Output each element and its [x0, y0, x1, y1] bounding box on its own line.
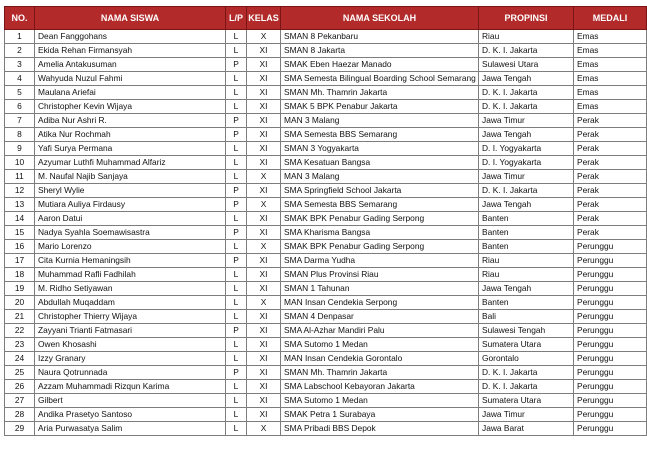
cell-lp: L: [226, 422, 247, 436]
cell-propinsi: Jawa Timur: [479, 170, 574, 184]
cell-propinsi: Jawa Barat: [479, 422, 574, 436]
cell-nama-siswa: Azyumar Luthfi Muhammad Alfariz: [35, 156, 226, 170]
table-row: [5, 282, 647, 296]
winners-table: [4, 6, 647, 436]
cell-medali: Perunggu: [574, 240, 647, 254]
cell-no: 19: [5, 282, 35, 296]
cell-medali: Perunggu: [574, 422, 647, 436]
cell-nama-siswa: Dean Fanggohans: [35, 30, 226, 44]
cell-kelas: XI: [247, 44, 281, 58]
cell-nama-siswa: Yafi Surya Permana: [35, 142, 226, 156]
table-row: [5, 296, 647, 310]
cell-kelas: X: [247, 170, 281, 184]
cell-nama-siswa: Christopher Kevin Wijaya: [35, 100, 226, 114]
cell-nama-sekolah: SMAK BPK Penabur Gading Serpong: [281, 212, 479, 226]
cell-nama-sekolah: SMAK BPK Penabur Gading Serpong: [281, 240, 479, 254]
table-row: [5, 86, 647, 100]
cell-lp: P: [226, 198, 247, 212]
cell-medali: Perak: [574, 142, 647, 156]
cell-lp: L: [226, 100, 247, 114]
cell-medali: Perunggu: [574, 394, 647, 408]
cell-nama-sekolah: SMAN Plus Provinsi Riau: [281, 268, 479, 282]
cell-lp: L: [226, 380, 247, 394]
cell-nama-sekolah: SMAK 5 BPK Penabur Jakarta: [281, 100, 479, 114]
cell-lp: L: [226, 268, 247, 282]
cell-nama-sekolah: SMA Kharisma Bangsa: [281, 226, 479, 240]
cell-kelas: XI: [247, 338, 281, 352]
cell-nama-siswa: Maulana Ariefai: [35, 86, 226, 100]
cell-medali: Perak: [574, 226, 647, 240]
table-row: [5, 44, 647, 58]
cell-no: 2: [5, 44, 35, 58]
cell-medali: Perak: [574, 198, 647, 212]
cell-kelas: X: [247, 30, 281, 44]
cell-no: 13: [5, 198, 35, 212]
cell-propinsi: Jawa Timur: [479, 114, 574, 128]
cell-lp: L: [226, 296, 247, 310]
cell-medali: Perunggu: [574, 254, 647, 268]
cell-nama-sekolah: SMA Semesta BBS Semarang: [281, 128, 479, 142]
cell-nama-siswa: Zayyani Trianti Fatmasari: [35, 324, 226, 338]
table-row: [5, 128, 647, 142]
table-row: [5, 380, 647, 394]
cell-nama-siswa: Adiba Nur Ashri R.: [35, 114, 226, 128]
cell-no: 6: [5, 100, 35, 114]
cell-propinsi: D. K. I. Jakarta: [479, 44, 574, 58]
cell-lp: L: [226, 170, 247, 184]
cell-kelas: XI: [247, 352, 281, 366]
table-row: [5, 100, 647, 114]
cell-lp: P: [226, 226, 247, 240]
cell-medali: Perunggu: [574, 296, 647, 310]
cell-nama-siswa: M. Naufal Najib Sanjaya: [35, 170, 226, 184]
cell-no: 17: [5, 254, 35, 268]
cell-propinsi: Gorontalo: [479, 352, 574, 366]
cell-no: 7: [5, 114, 35, 128]
cell-lp: P: [226, 128, 247, 142]
cell-medali: Perunggu: [574, 408, 647, 422]
cell-no: 4: [5, 72, 35, 86]
cell-nama-sekolah: SMA Sutomo 1 Medan: [281, 338, 479, 352]
cell-nama-siswa: Wahyuda Nuzul Fahmi: [35, 72, 226, 86]
cell-lp: L: [226, 240, 247, 254]
table-body: [5, 30, 647, 436]
table-row: [5, 72, 647, 86]
header-nama-sekolah: NAMA SEKOLAH: [281, 7, 479, 30]
cell-kelas: XI: [247, 380, 281, 394]
header-nama-siswa: NAMA SISWA: [35, 7, 226, 30]
cell-nama-sekolah: MAN Insan Cendekia Gorontalo: [281, 352, 479, 366]
cell-medali: Perunggu: [574, 366, 647, 380]
cell-nama-sekolah: SMA Pribadi BBS Depok: [281, 422, 479, 436]
cell-lp: P: [226, 184, 247, 198]
cell-no: 20: [5, 296, 35, 310]
cell-nama-sekolah: SMAN 8 Jakarta: [281, 44, 479, 58]
cell-medali: Perunggu: [574, 380, 647, 394]
cell-propinsi: Banten: [479, 240, 574, 254]
table-header: [5, 7, 647, 30]
cell-kelas: XI: [247, 254, 281, 268]
cell-no: 5: [5, 86, 35, 100]
cell-propinsi: Jawa Tengah: [479, 282, 574, 296]
cell-no: 24: [5, 352, 35, 366]
cell-kelas: XI: [247, 156, 281, 170]
cell-kelas: X: [247, 198, 281, 212]
cell-nama-siswa: Nadya Syahla Soemawisastra: [35, 226, 226, 240]
cell-no: 1: [5, 30, 35, 44]
cell-nama-sekolah: MAN Insan Cendekia Serpong: [281, 296, 479, 310]
cell-medali: Perak: [574, 114, 647, 128]
cell-nama-siswa: Naura Qotrunnada: [35, 366, 226, 380]
cell-no: 3: [5, 58, 35, 72]
cell-medali: Perunggu: [574, 282, 647, 296]
cell-no: 28: [5, 408, 35, 422]
cell-nama-siswa: Christopher Thierry Wijaya: [35, 310, 226, 324]
cell-kelas: XI: [247, 226, 281, 240]
cell-kelas: XI: [247, 394, 281, 408]
cell-kelas: XI: [247, 142, 281, 156]
table-row: [5, 226, 647, 240]
cell-no: 18: [5, 268, 35, 282]
cell-nama-siswa: Aaron Datui: [35, 212, 226, 226]
cell-no: 16: [5, 240, 35, 254]
table-row: [5, 254, 647, 268]
cell-lp: P: [226, 254, 247, 268]
cell-propinsi: Riau: [479, 268, 574, 282]
cell-nama-sekolah: SMAN 8 Pekanbaru: [281, 30, 479, 44]
cell-medali: Perunggu: [574, 268, 647, 282]
cell-no: 27: [5, 394, 35, 408]
cell-propinsi: Banten: [479, 212, 574, 226]
cell-lp: P: [226, 58, 247, 72]
cell-propinsi: Bali: [479, 310, 574, 324]
cell-medali: Emas: [574, 58, 647, 72]
cell-no: 12: [5, 184, 35, 198]
cell-propinsi: D. K. I. Jakarta: [479, 100, 574, 114]
cell-propinsi: Sulawesi Utara: [479, 58, 574, 72]
cell-nama-sekolah: MAN 3 Malang: [281, 114, 479, 128]
cell-medali: Emas: [574, 100, 647, 114]
cell-propinsi: D. K. I. Jakarta: [479, 366, 574, 380]
cell-lp: L: [226, 86, 247, 100]
cell-kelas: XI: [247, 86, 281, 100]
cell-propinsi: Jawa Timur: [479, 408, 574, 422]
cell-nama-siswa: Atika Nur Rochmah: [35, 128, 226, 142]
cell-nama-siswa: Azzam Muhammadi Rizqun Karima: [35, 380, 226, 394]
cell-propinsi: D. K. I. Jakarta: [479, 184, 574, 198]
cell-propinsi: Sumatera Utara: [479, 338, 574, 352]
table-row: [5, 184, 647, 198]
cell-medali: Perak: [574, 128, 647, 142]
cell-no: 22: [5, 324, 35, 338]
cell-kelas: XI: [247, 324, 281, 338]
table-row: [5, 408, 647, 422]
cell-nama-siswa: Sheryl Wylie: [35, 184, 226, 198]
cell-nama-sekolah: SMAN 4 Denpasar: [281, 310, 479, 324]
cell-nama-sekolah: SMA Al-Azhar Mandiri Palu: [281, 324, 479, 338]
cell-no: 29: [5, 422, 35, 436]
cell-kelas: XI: [247, 366, 281, 380]
cell-nama-siswa: Amelia Antakusuman: [35, 58, 226, 72]
cell-no: 25: [5, 366, 35, 380]
cell-lp: L: [226, 156, 247, 170]
cell-kelas: XI: [247, 128, 281, 142]
header-no: NO.: [5, 7, 35, 30]
cell-medali: Emas: [574, 72, 647, 86]
cell-propinsi: Riau: [479, 30, 574, 44]
table-row: [5, 394, 647, 408]
cell-kelas: X: [247, 296, 281, 310]
cell-lp: L: [226, 30, 247, 44]
cell-lp: L: [226, 72, 247, 86]
cell-no: 15: [5, 226, 35, 240]
cell-lp: P: [226, 324, 247, 338]
cell-kelas: XI: [247, 114, 281, 128]
cell-nama-sekolah: SMA Kesatuan Bangsa: [281, 156, 479, 170]
table-row: [5, 324, 647, 338]
cell-kelas: X: [247, 240, 281, 254]
cell-medali: Perunggu: [574, 338, 647, 352]
cell-propinsi: Jawa Tengah: [479, 128, 574, 142]
cell-nama-sekolah: SMAK Eben Haezar Manado: [281, 58, 479, 72]
cell-lp: L: [226, 44, 247, 58]
cell-nama-siswa: Owen Khosashi: [35, 338, 226, 352]
header-row: [5, 7, 647, 30]
cell-propinsi: Jawa Tengah: [479, 198, 574, 212]
cell-propinsi: Jawa Tengah: [479, 72, 574, 86]
table-row: [5, 142, 647, 156]
cell-kelas: XI: [247, 268, 281, 282]
table-row: [5, 156, 647, 170]
cell-kelas: X: [247, 422, 281, 436]
cell-nama-sekolah: SMA Semesta BBS Semarang: [281, 198, 479, 212]
cell-nama-sekolah: SMA Semesta Bilingual Boarding School Semarang: [281, 72, 479, 86]
cell-nama-sekolah: MAN 3 Malang: [281, 170, 479, 184]
cell-no: 23: [5, 338, 35, 352]
cell-kelas: XI: [247, 310, 281, 324]
cell-no: 21: [5, 310, 35, 324]
cell-kelas: XI: [247, 72, 281, 86]
cell-lp: L: [226, 338, 247, 352]
cell-medali: Perunggu: [574, 310, 647, 324]
cell-nama-siswa: Muhammad Rafli Fadhilah: [35, 268, 226, 282]
cell-nama-sekolah: SMAN Mh. Thamrin Jakarta: [281, 366, 479, 380]
cell-nama-sekolah: SMAN 3 Yogyakarta: [281, 142, 479, 156]
cell-propinsi: D. I. Yogyakarta: [479, 156, 574, 170]
cell-kelas: XI: [247, 184, 281, 198]
cell-nama-sekolah: SMAN 1 Tahunan: [281, 282, 479, 296]
cell-propinsi: Banten: [479, 226, 574, 240]
cell-medali: Perunggu: [574, 352, 647, 366]
table-row: [5, 352, 647, 366]
cell-kelas: XI: [247, 100, 281, 114]
cell-medali: Perak: [574, 212, 647, 226]
cell-lp: L: [226, 282, 247, 296]
cell-medali: Perak: [574, 184, 647, 198]
table-row: [5, 30, 647, 44]
cell-lp: L: [226, 352, 247, 366]
cell-nama-sekolah: SMA Springfield School Jakarta: [281, 184, 479, 198]
cell-propinsi: D. K. I. Jakarta: [479, 380, 574, 394]
cell-nama-siswa: Mutiara Auliya Firdausy: [35, 198, 226, 212]
table-row: [5, 310, 647, 324]
cell-lp: P: [226, 366, 247, 380]
cell-no: 9: [5, 142, 35, 156]
cell-propinsi: Sumatera Utara: [479, 394, 574, 408]
cell-nama-sekolah: SMAN Mh. Thamrin Jakarta: [281, 86, 479, 100]
cell-medali: Perak: [574, 170, 647, 184]
cell-lp: L: [226, 142, 247, 156]
cell-medali: Emas: [574, 44, 647, 58]
table-row: [5, 268, 647, 282]
table-row: [5, 114, 647, 128]
table-container: [4, 6, 628, 436]
cell-lp: L: [226, 310, 247, 324]
cell-kelas: XI: [247, 408, 281, 422]
table-row: [5, 240, 647, 254]
cell-no: 8: [5, 128, 35, 142]
cell-propinsi: Banten: [479, 296, 574, 310]
cell-nama-siswa: M. Ridho Setiyawan: [35, 282, 226, 296]
cell-nama-sekolah: SMAK Petra 1 Surabaya: [281, 408, 479, 422]
cell-kelas: XI: [247, 212, 281, 226]
cell-nama-siswa: Abdullah Muqaddam: [35, 296, 226, 310]
cell-nama-siswa: Andika Prasetyo Santoso: [35, 408, 226, 422]
cell-no: 14: [5, 212, 35, 226]
header-medali: MEDALI: [574, 7, 647, 30]
cell-nama-siswa: Mario Lorenzo: [35, 240, 226, 254]
cell-lp: L: [226, 212, 247, 226]
cell-no: 26: [5, 380, 35, 394]
table-row: [5, 58, 647, 72]
cell-nama-sekolah: SMA Labschool Kebayoran Jakarta: [281, 380, 479, 394]
cell-no: 10: [5, 156, 35, 170]
table-row: [5, 422, 647, 436]
cell-nama-sekolah: SMA Sutomo 1 Medan: [281, 394, 479, 408]
cell-nama-siswa: Gilbert: [35, 394, 226, 408]
cell-nama-sekolah: SMA Darma Yudha: [281, 254, 479, 268]
cell-nama-siswa: Aria Purwasatya Salim: [35, 422, 226, 436]
header-propinsi: PROPINSI: [479, 7, 574, 30]
table-row: [5, 212, 647, 226]
cell-medali: Perunggu: [574, 324, 647, 338]
cell-lp: P: [226, 114, 247, 128]
table-row: [5, 338, 647, 352]
cell-lp: L: [226, 394, 247, 408]
table-row: [5, 366, 647, 380]
cell-nama-siswa: Izzy Granary: [35, 352, 226, 366]
cell-no: 11: [5, 170, 35, 184]
cell-propinsi: Riau: [479, 254, 574, 268]
header-lp: L/P: [226, 7, 247, 30]
cell-propinsi: D. I. Yogyakarta: [479, 142, 574, 156]
cell-medali: Emas: [574, 86, 647, 100]
table-row: [5, 198, 647, 212]
cell-medali: Emas: [574, 30, 647, 44]
cell-propinsi: Sulawesi Tengah: [479, 324, 574, 338]
cell-lp: L: [226, 408, 247, 422]
cell-nama-siswa: Ekida Rehan Firmansyah: [35, 44, 226, 58]
table-row: [5, 170, 647, 184]
cell-propinsi: D. K. I. Jakarta: [479, 86, 574, 100]
cell-kelas: XI: [247, 282, 281, 296]
cell-medali: Perak: [574, 156, 647, 170]
cell-kelas: XI: [247, 58, 281, 72]
header-kelas: KELAS: [247, 7, 281, 30]
cell-nama-siswa: Cita Kurnia Hemaningsih: [35, 254, 226, 268]
